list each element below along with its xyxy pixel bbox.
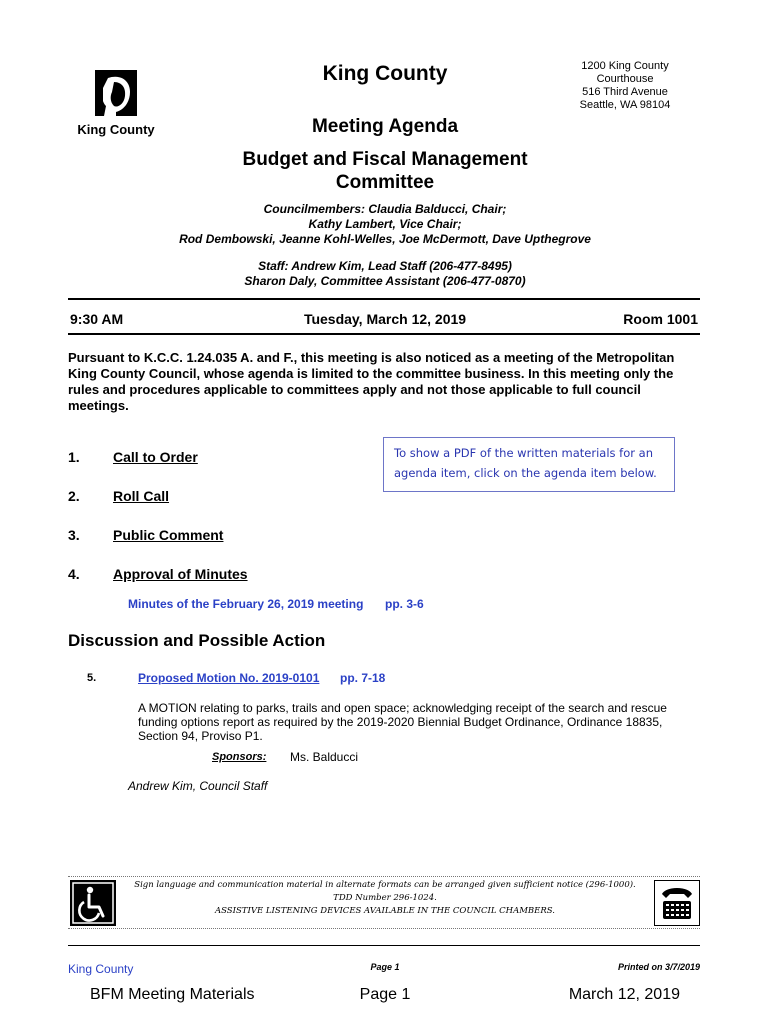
committee-name: [200, 148, 570, 194]
accessibility-line: Sign language and communication material in alternate formats can be arranged given sufficient notice (296-1000).: [134, 880, 636, 890]
address-line: Seattle, WA 98104: [579, 99, 671, 111]
members-line: Rod Dembowski, Jeanne Kohl-Welles, Joe McDermott, Dave Upthegrove: [179, 232, 591, 246]
committee-line: Budget and Fiscal Management: [242, 149, 528, 170]
packet-title: BFM Meeting Materials: [90, 986, 255, 1003]
minutes-pages: pp. 3-6: [385, 597, 424, 611]
meeting-room: Room 1001: [623, 311, 698, 327]
proposed-motion-link[interactable]: Proposed Motion No. 2019-0101: [138, 671, 320, 685]
motion-description: A MOTION relating to parks, trails and open space; acknowledging receipt of the search and rescue funding options report as required by the 2019-2020 Biennial Budget Ordinance, Ordinance 18835, Section 94, Proviso P1.: [138, 701, 667, 743]
accessibility-text: [125, 879, 645, 918]
councilmembers: [100, 202, 670, 247]
packet-page: Page 1: [359, 986, 411, 1003]
council-staff: Andrew Kim, Council Staff: [128, 779, 268, 793]
meeting-date: Tuesday, March 12, 2019: [303, 311, 467, 327]
agenda-item-number: 2.: [68, 488, 80, 504]
sponsors-label: Sponsors:: [212, 751, 267, 763]
divider: [68, 298, 700, 300]
minutes-link[interactable]: Minutes of the February 26, 2019 meeting: [128, 597, 364, 611]
packet-date: March 12, 2019: [568, 986, 680, 1003]
accessibility-line: ASSISTIVE LISTENING DEVICES AVAILABLE IN THE COUNCIL CHAMBERS.: [214, 906, 555, 916]
members-line: Councilmembers: Claudia Balducci, Chair;: [263, 202, 507, 216]
agenda-item-number: 3.: [68, 527, 80, 543]
footer-org: King County: [68, 962, 134, 976]
agenda-item-approval-of-minutes[interactable]: Approval of Minutes: [113, 566, 248, 582]
tdd-phone-icon: [654, 880, 700, 926]
footer-printed-date: Printed on 3/7/2019: [617, 962, 700, 972]
motion-pages: pp. 7-18: [340, 671, 386, 685]
members-line: Kathy Lambert, Vice Chair;: [308, 217, 462, 231]
agenda-item-number: 4.: [68, 566, 80, 582]
agenda-item-roll-call[interactable]: Roll Call: [113, 488, 170, 504]
logo-text: King County: [77, 122, 155, 137]
staff-contacts: [150, 259, 620, 289]
pdf-hint-box: To show a PDF of the written materials for an agenda item, click on the agenda item below.: [383, 437, 675, 492]
address-line: 1200 King County: [581, 60, 669, 72]
divider: [68, 333, 700, 335]
footer-page-number: Page 1: [370, 962, 400, 972]
king-county-logo-icon: [70, 66, 162, 138]
agenda-item-number: 5.: [87, 672, 97, 684]
accessibility-line: TDD Number 296-1024.: [333, 893, 437, 903]
agenda-item-public-comment[interactable]: Public Comment: [113, 527, 224, 543]
staff-line: Sharon Daly, Committee Assistant (206-477-0870): [244, 274, 526, 288]
staff-line: Staff: Andrew Kim, Lead Staff (206-477-8495): [258, 259, 512, 273]
agenda-item-number: 1.: [68, 449, 80, 465]
section-heading: Discussion and Possible Action: [68, 631, 326, 650]
sponsors-value: Ms. Balducci: [290, 750, 359, 764]
footer-divider: [68, 945, 700, 946]
address-line: 516 Third Avenue: [582, 86, 668, 98]
meeting-time: 9:30 AM: [70, 311, 124, 327]
org-name: King County: [322, 62, 448, 85]
address-line: Courthouse: [596, 73, 654, 85]
address-block: [560, 60, 690, 112]
committee-line: Committee: [335, 172, 435, 193]
wheelchair-accessibility-icon: [70, 880, 116, 926]
agenda-title: Meeting Agenda: [311, 116, 459, 137]
agenda-item-call-to-order[interactable]: Call to Order: [113, 449, 198, 465]
meeting-notice: Pursuant to K.C.C. 1.24.035 A. and F., this meeting is also noticed as a meeting of the Metropolitan King County Council, whose agenda is limited to the committee business. In this meeting only the rules and procedures applicable to committees apply and not those applicable to full council meetings.: [68, 350, 675, 413]
